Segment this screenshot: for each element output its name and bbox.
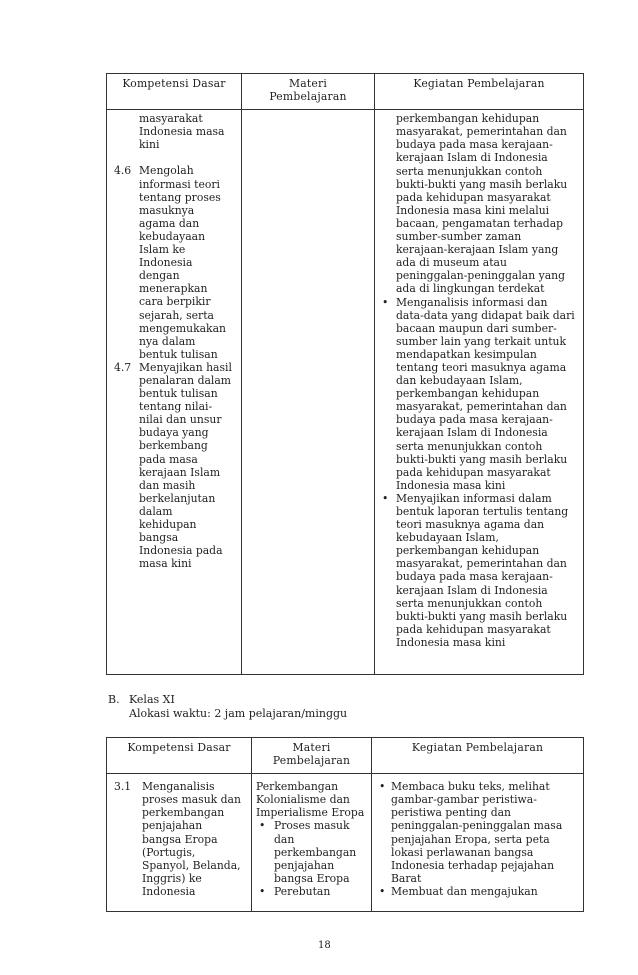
kegiatan-cell [372, 774, 584, 912]
text-line: agama dan [139, 216, 200, 230]
text-line: proses masuk dan [142, 793, 241, 807]
text-line: data-data yang didapat baik dari [396, 308, 575, 322]
text-line: Membuat dan mengajukan [391, 884, 538, 898]
bullet-icon: • [379, 780, 386, 794]
text-line: budaya pada masa kerajaan- [396, 570, 553, 584]
text-line: perkembangan [142, 806, 225, 820]
text-line: kerajaan-kerajaan Islam yang [396, 243, 559, 257]
text-line: pada masa [139, 452, 198, 466]
text-line: kebudayaan Islam, [396, 531, 499, 545]
table-header-row [107, 738, 584, 774]
kegiatan-bullet-item [382, 296, 583, 492]
text-line: dan kebudayaan Islam, [396, 374, 523, 388]
text-line: penalaran dalam [139, 373, 232, 387]
text-line: Proses masuk [274, 819, 350, 833]
text-line: Islam ke [139, 243, 186, 257]
text-line: menerapkan [139, 282, 208, 296]
text-line: bukti-bukti yang masih berlaku [396, 177, 568, 191]
text-line: tentang nilai- [139, 400, 213, 414]
text-line: Indonesia [142, 884, 196, 898]
text-line: kerajaan Islam di Indonesia [396, 151, 548, 165]
kd-item-4-7 [114, 361, 241, 571]
text-line: Menyajikan informasi dalam [396, 491, 552, 505]
text-line: Menyajikan hasil [139, 360, 232, 374]
materi-cell [252, 774, 372, 912]
text-line: penjajahan [274, 858, 335, 872]
page-number: 18 [318, 940, 331, 951]
text-line: budaya pada masa kerajaan- [396, 138, 553, 152]
text-line: bacaan, pengamatan terhadap [396, 216, 564, 230]
section-b-title-block [129, 693, 347, 721]
text-line: serta menunjukkan contoh [396, 164, 543, 178]
text-line: kini [139, 138, 160, 152]
text-line: masyarakat, pemerintahan dan [396, 125, 567, 139]
text-line: pada kehidupan masyarakat [396, 190, 551, 204]
text-line: Inggris) ke [142, 871, 202, 885]
text-line: Menganalisis informasi dan [396, 295, 548, 309]
bullet-icon: • [379, 884, 386, 898]
text-line: cara berpikir [139, 295, 211, 309]
kegiatan-bullet-item [382, 492, 583, 649]
text-line: perkembangan kehidupan [396, 387, 540, 401]
text-line: serta menunjukkan contoh [396, 439, 543, 453]
bullet-icon: • [382, 295, 389, 309]
header-kompetensi-dasar: Kompetensi Dasar [107, 738, 252, 774]
header-materi-pembelajaran [252, 738, 372, 774]
text-line: gambar-gambar peristiwa- [391, 793, 537, 807]
text-line: penjajahan Eropa, serta peta [391, 832, 550, 846]
competency-table-continued [106, 73, 584, 675]
text-line: Perkembangan [256, 780, 339, 794]
table-row [107, 774, 584, 912]
materi-bullet-item [256, 885, 371, 898]
kegiatan-bullet-item [379, 885, 583, 898]
text-line: Spanyol, Belanda, [142, 858, 241, 872]
text-line: Kolonialisme dan [256, 793, 350, 807]
text-line: peninggalan-peninggalan masa [391, 819, 563, 833]
kd-number: 3.1 [114, 780, 132, 794]
text-line: sumber lain yang terkait untuk [396, 334, 567, 348]
kegiatan-continuation [382, 112, 583, 295]
text-line: dalam [139, 504, 173, 518]
text-line: kerajaan Islam [139, 465, 221, 479]
text-line: serta menunjukkan contoh [396, 596, 543, 610]
bullet-icon: • [259, 819, 266, 833]
text-line: bangsa Eropa [142, 832, 218, 846]
text-line: penjajahan [142, 819, 203, 833]
text-line: dengan [139, 269, 180, 283]
bullet-icon: • [382, 491, 389, 505]
kd-number: 4.7 [114, 360, 132, 374]
text-line: budaya pada masa kerajaan- [396, 413, 553, 427]
header-kegiatan-pembelajaran: Kegiatan Pembelajaran [372, 738, 584, 774]
text-line: dan masih [139, 478, 196, 492]
header-materi-line: Pembelajaran [272, 754, 351, 768]
time-allocation: Alokasi waktu: 2 jam pelajaran/minggu [129, 707, 348, 720]
text-line: nya dalam [139, 334, 196, 348]
table-header-row [107, 74, 584, 110]
text-line: tentang proses [139, 190, 221, 204]
text-line: Indonesia masa kini [396, 635, 506, 649]
header-materi-line: Pembelajaran [269, 90, 347, 104]
text-line: perkembangan kehidupan [396, 544, 540, 558]
kegiatan-cell [375, 110, 584, 675]
text-line: berkembang [139, 439, 208, 453]
kd-item-3-1 [114, 780, 251, 898]
text-line: masyarakat, pemerintahan dan [396, 400, 567, 414]
text-line: Barat [391, 871, 422, 885]
text-line: bukti-bukti yang masih berlaku [396, 609, 568, 623]
text-line: informasi teori [139, 177, 221, 191]
text-line: ada di lingkungan terdekat [396, 282, 545, 296]
kd-cell [107, 110, 242, 675]
section-b-heading [108, 693, 120, 707]
text-line: bentuk laporan tertulis tentang [396, 505, 569, 518]
header-kegiatan-pembelajaran: Kegiatan Pembelajaran [375, 74, 584, 110]
text-line: Menganalisis [142, 780, 215, 794]
text-line: Membaca buku teks, melihat [391, 780, 550, 794]
bullet-icon: • [259, 884, 266, 898]
text-line: perkembangan kehidupan [396, 112, 540, 126]
header-materi-pembelajaran [242, 74, 375, 110]
text-line: peristiwa penting dan [391, 806, 512, 820]
text-line: budaya yang [139, 426, 209, 440]
section-letter: B. [108, 693, 120, 706]
text-line: Indonesia masa [139, 125, 225, 139]
text-line: kebudayaan [139, 229, 206, 243]
competency-table-kelas-xi [106, 737, 584, 912]
text-line: dan [274, 832, 295, 846]
text-line: (Portugis, [142, 845, 196, 859]
text-line: Perebutan [274, 884, 331, 898]
text-line: Indonesia pada [139, 544, 223, 558]
text-line: Indonesia masa kini melalui [396, 203, 550, 217]
text-line: kerajaan Islam di Indonesia [396, 426, 548, 440]
header-materi-line: Materi [292, 741, 331, 754]
text-line: masyarakat [139, 112, 203, 126]
text-line: sumber-sumber zaman [396, 230, 522, 244]
text-line: peninggalan-peninggalan yang [396, 269, 566, 283]
text-line: nilai dan unsur [139, 413, 222, 427]
kd-continuation [114, 112, 241, 151]
materi-cell [242, 110, 375, 675]
text-line: Imperialisme Eropa [256, 806, 365, 820]
text-line: perkembangan [274, 845, 357, 859]
text-line: bukti-bukti yang masih berlaku [396, 452, 568, 466]
materi-bullet-item [256, 819, 371, 884]
text-line: Indonesia masa kini [396, 478, 506, 492]
text-line: pada kehidupan masyarakat [396, 465, 551, 479]
table-row [107, 110, 584, 675]
text-line: berkelanjutan [139, 491, 216, 505]
text-line: tentang teori masuknya agama [396, 360, 567, 374]
text-line: pada kehidupan masyarakat [396, 622, 551, 636]
kd-number: 4.6 [114, 164, 132, 178]
text-line: mengemukakan [139, 321, 226, 335]
section-title: Kelas XI [129, 693, 175, 706]
text-line: Indonesia terhadap pejajahan [391, 858, 555, 872]
text-line: kerajaan Islam di Indonesia [396, 583, 548, 597]
text-line: bangsa [139, 531, 179, 545]
text-line: lokasi perlawanan bangsa [391, 845, 534, 859]
kd-item-4-6 [114, 164, 241, 360]
text-line: Mengolah [139, 164, 194, 178]
text-line: teori masuknya agama dan [396, 518, 545, 532]
text-line: masa kini [139, 557, 192, 571]
text-line: kehidupan [139, 518, 197, 531]
text-line: masuknya [139, 203, 195, 217]
text-line: mendapatkan kesimpulan [396, 347, 537, 361]
text-line: bentuk tulisan [139, 387, 218, 401]
text-line: bentuk tulisan [139, 347, 218, 361]
text-line: masyarakat, pemerintahan dan [396, 557, 567, 571]
text-line: bangsa Eropa [274, 871, 350, 885]
text-line: Indonesia [139, 256, 193, 270]
kd-cell [107, 774, 252, 912]
header-materi-line: Materi [288, 77, 328, 90]
header-kompetensi-dasar: Kompetensi Dasar [107, 74, 242, 110]
kegiatan-bullet-item [379, 780, 583, 885]
text-line: bacaan maupun dari sumber- [396, 321, 557, 335]
text-line: ada di museum atau [396, 256, 507, 270]
text-line: sejarah, serta [139, 308, 214, 322]
